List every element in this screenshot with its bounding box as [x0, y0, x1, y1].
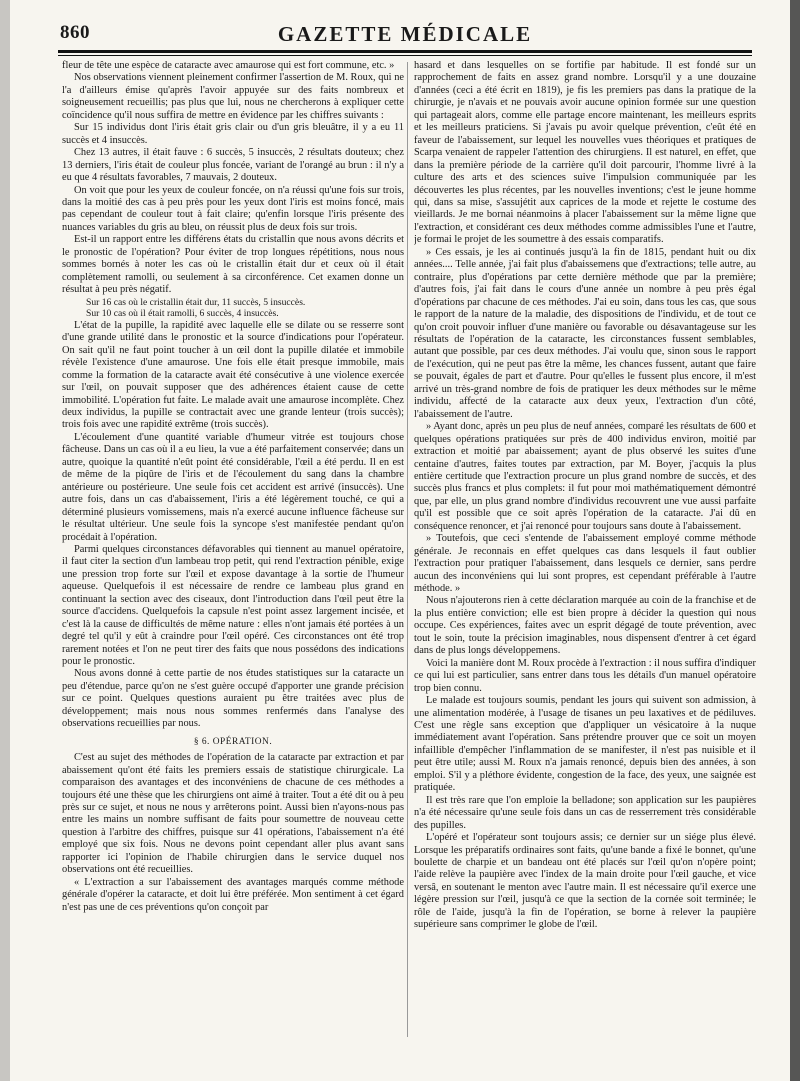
- paragraph: Il est très rare que l'on emploie la belladone; son application sur les paupières n'a été nécessaire qu'une seule fois dans un cas de resserrement très considérable des pupilles.: [414, 794, 756, 831]
- paragraph: C'est au sujet des méthodes de l'opération de la cataracte par extraction et par abaissement qu'ont été faits les premiers essais de statistique chirurgicale. La comparaison des avantages et des inconvéniens de chacune de ces méthodes a toujours été une thèse que les chirurgiens ont aimé à traiter. Tout a été dit ou à peu près sur ce sujet, et nous ne nous y arrêterons point. Aussi bien n'ayons-nous pas entre les mains un nombre suffisant de faits pour soumettre de nouveau cette question à l'arbitre des chiffres, puisque sur 41 opérations, l'abaissement n'a été employé que six fois. Nous ne devons point cependant aller plus avant sans rapporter ici l'opinion de l'habile chirurgien dans le service duquel nos observations ont été recueillies.: [62, 752, 404, 876]
- page-number: 860: [60, 22, 90, 43]
- paragraph: Nous avons donné à cette partie de nos études statistiques sur la cataracte un peu d'étendue, parce qu'on ne s'est guère occupé d'apporter une grande précision sur ce point. Quelques questions auraient pu être traitées avec plus de développement; mais nous nous sommes renfermés dans l'analyse des observations recueillies par nous.: [62, 668, 404, 730]
- paragraph: Sur 16 cas où le cristallin était dur, 11 succès, 5 insuccès.: [86, 296, 306, 308]
- header-rule-thin: [58, 55, 752, 56]
- paragraph: Est-il un rapport entre les différens états du cristallin que nous avons décrits et le pronostic de l'opération? Pour éviter de trop longues répétitions, nous nous sommes bornés à noter les cas où le cristallin était dur et ceux où il était complètement ramolli, ou seulement à sa circonférence. Cet examen donne un résultat à peu près négatif.: [62, 234, 404, 296]
- paragraph: Le malade est toujours soumis, pendant les jours qui suivent son admission, à une alimentation modérée, à l'usage de tisanes un peu laxatives et de pédiluves. C'est une règle sans exception que d'appliquer un vésicatoire à la nuque immédiatement avant l'opération. Sans prétendre prouver que ce soit un moyen infaillible d'empêcher l'inflammation de se manifester, il n'est pas nuisible et il peut être utile; aussi M. Roux n'a jamais renoncé, depuis bien des années, à son emploi. S'il y a pléthore évidente, congestion de la face, des yeux, une saignée est pratiquée.: [414, 695, 756, 794]
- column-divider: [407, 62, 408, 1037]
- section-heading: § 6. OPÉRATION.: [193, 736, 273, 747]
- paragraph: » Ces essais, je les ai continués jusqu'à la fin de 1815, pendant huit ou dix années.... Telle année, j'ai fait plus d'abaissemens que d'extractions; telle autre, au contraire, plus d'opérations par cette dernière méthode que par la première; d'autres fois, j'ai fait dans le cours d'une année un nombre à peu près égal d'opérations par chacune de ces méthodes. J'ai eu soin, dans tous les cas, que sous le rapport de la nature de la maladie, des dispositions de l'individu, et de tout ce qu'on croit pouvoir influer d'une manière ou favorable ou désavantageuse sur les résultats de l'opération de la cataracte, les circonstances fussent semblables, autant que possible, par ces deux méthodes. J'ai voulu que, sinon sous le rapport de l'exécution, qui ne peut pas être la même, les chances fussent, autant que faire se pouvait, égales de part et d'autre. Pour qu'elles le fussent plus encore, il m'est arrivé un très-grand nombre de fois de pratiquer les deux méthodes sur le même individu, affecté de la cataracte aux deux yeux, l'extraction d'un côté, l'abaissement de l'autre.: [414, 246, 756, 420]
- right-column: [414, 60, 756, 1040]
- paragraph: Nos observations viennent pleinement confirmer l'assertion de M. Roux, qui ne l'a d'ailleurs émise qu'après l'avoir appuyée sur des faits nombreux et soigneusement recueillis; pas plus que lui, nous ne chercherons à expliquer cette coïncidence qu'il nous suffira de mettre en évidence par les chiffres suivants :: [62, 72, 404, 121]
- paragraph: L'opéré et l'opérateur sont toujours assis; ce dernier sur un siége plus élevé. Lorsque les préparatifs ordinaires sont faits, qu'une bande a fixé le bonnet, qu'une boulette de charpie et un bandeau ont été placés sur l'œil qu'on n'opère point; l'aide relève la paupière avec l'index de la main droite pour l'œil gauche, et vice versâ, en soutenant le menton avec l'autre main. Il est nécessaire qu'il exerce une légère pression sur l'œil, jusqu'à ce que la section de la cornée soit terminée; le rôle de l'aide, jusqu'à la fin de l'opération, se borne à relever la paupière supérieure sans comprimer le globe de l'œil.: [414, 832, 756, 931]
- scan-edge-right: [790, 0, 800, 1081]
- journal-title: GAZETTE MÉDICALE: [277, 22, 533, 46]
- scan-edge-left: [0, 0, 10, 1081]
- paragraph: Chez 13 autres, il était fauve : 6 succès, 5 insuccès, 2 résultats douteux; chez 13 derniers, l'iris était de couleur plus foncée, variant de l'orangé au brun : il n'y a eu que 4 résultats favorables, 7 mauvais, 2 douteux.: [62, 147, 404, 184]
- paragraph: Sur 15 individus dont l'iris était gris clair ou d'un gris bleuâtre, il y a eu 11 succès et 4 insuccès.: [62, 122, 404, 146]
- paragraph: Parmi quelques circonstances défavorables qui tiennent au manuel opératoire, il faut citer la section d'un lambeau trop petit, qui rend l'extraction pénible, exige une pression trop forte sur l'œil et expose davantage à la sortie de l'humeur aqueuse. Quelquefois il est nécessaire de rendre ce lambeau plus grand en continuant la section avec des ciseaux, dont l'introduction dans l'œil peut être la source d'accidens. Quelquefois la capsule n'est point assez largement incisée, et c'est là la cause de difficultés de même nature : elles n'ont jamais été portées à un degré tel qu'il y eût à craindre pour l'œil opéré. Ces circonstances ont été trop rarement notées et l'on ne peut tirer des faits que nous possédons des indications pour le pronostic.: [62, 543, 404, 668]
- paragraph: Sur 10 cas où il était ramolli, 6 succès, 4 insuccès.: [86, 308, 279, 320]
- left-column: [62, 60, 404, 1040]
- header-rule-thick: [58, 50, 752, 53]
- paragraph: hasard et dans lesquelles on se fortifie par habitude. Il est fondé sur un rapprochement de faits en assez grand nombre. Lorsqu'il y a une douzaine d'années (ceci a été écrit en 1819), je fis les premiers pas dans la pratique de la chirurgie, je n'avais et ne pouvais avoir aucune opinion formée sur une question qui partageait alors, comme elle partage encore maintenant, les meilleurs esprits et les meilleurs praticiens. Si j'avais pu avoir quelque prévention, c'eût été en faveur de l'abaissement, sur lequel les nouvelles vues théoriques et pratiques de Scarpa venaient de rappeler l'attention des chirurgiens. Il est naturel, en effet, que dans la première période de la carrière qu'il doit parcourir, l'homme livré à la culture des arts et des sciences suive l'impulsion communiquée par les découvertes les plus récentes, par les nouvelles inventions; c'est le jeune homme qui, dans sa mise, s'assujétit aux caprices de la mode et rejette le costume des vieillards. Je me bornai néanmoins à placer l'abaissement sur la même ligne que l'extraction, et considérant ces deux méthodes comme admissibles l'une et l'autre, je formai le projet de les soumettre à des essais comparatifs.: [414, 60, 756, 246]
- page-header: [60, 22, 750, 52]
- paragraph: fleur de tête une espèce de cataracte avec amaurose qui est fort commune, etc. »: [62, 60, 395, 71]
- paragraph: « L'extraction a sur l'abaissement des avantages marqués comme méthode générale d'opérer la cataracte, et doit lui être préférée. Mon sentiment à cet égard n'est pas une de ces préventions qu'on conçoit par: [62, 876, 404, 913]
- paragraph: » Toutefois, que ceci s'entende de l'abaissement employé comme méthode générale. Je reconnais en effet quelques cas dans lesquels il faut oublier l'extraction pour pratiquer l'abaissement, dans lesquels ce dernier, sans perdre aucun des inconvéniens qui lui sont propres, est cependant préférable à l'autre méthode. »: [414, 533, 756, 595]
- paragraph: L'écoulement d'une quantité variable d'humeur vitrée est toujours chose fâcheuse. Dans un cas où il a eu lieu, la vue a été parfaitement conservée; dans un autre, quoique la quantité n'eût point été considérable, l'œil a été perdu. Il en est de même de la piqûre de l'iris et de l'écoulement du sang dans la chambre antérieure ou postérieure. Une seule fois cet accident est arrivé (insuccès). Une autre fois, dans un cas d'abaissement, l'iris a été légèrement touché, ce qui a déterminé plusieurs vomissemens, mais n'a exercé aucune influence fâcheuse sur le résultat ultérieur. Une seule fois la syncope s'est manifestée pendant qu'on procédait à l'opération.: [62, 431, 404, 543]
- paragraph: » Ayant donc, après un peu plus de neuf années, comparé les résultats de 600 et quelques opérations pratiquées sur près de 400 individus environ, moitié par extraction et moitié par abaissement; ayant de plus observé les suites d'une centaine d'autres, faites toutes par extraction, par M. Boyer, j'acquis la plus entière certitude que l'extraction procure un plus grand nombre de succès, et des succès plus francs et plus complets: il fut pour moi mathématiquement démontré que, par elle, un plus grand nombre d'individus recouvrent une vue aussi parfaite qu'il est possible que ce soit après l'opération de la cataracte. J'ai dû en conséquence renoncer, et j'ai renoncé pour toujours sans doute à l'abaissement.: [414, 421, 756, 532]
- paragraph: Voici la manière dont M. Roux procède à l'extraction : il nous suffira d'indiquer ce qui lui est particulier, sans entrer dans tous les détails d'un manuel opératoire trop bien connu.: [414, 657, 756, 694]
- paragraph: L'état de la pupille, la rapidité avec laquelle elle se dilate ou se resserre sont d'une grande utilité dans le pronostic et la source d'indications pour l'opérateur. On sait qu'il ne faut point toucher à un œil dont la pupille dilatée et immobile révèle l'existence d'une amaurose. Une fois elle était presque immobile, mais comme la formation de la cataracte avait été consécutive à une violence exercée sur l'œil, on pouvait supposer que des adhérences étaient cause de cette immobilité. L'opération fut faite. Le malade avait une amaurose incomplète. Chez deux individus, la pupille se contractait avec une grande lenteur (trois succès); trois fois avec une rapidité extrême (trois succès).: [62, 319, 404, 431]
- paragraph: On voit que pour les yeux de couleur foncée, on n'a réussi qu'une fois sur trois, dans la moitié des cas à peu près pour les yeux dont l'iris est moins foncé, mais pas cependant de couleur tout à fait claire; qu'enfin lorsque l'iris présente des nuances variables du gris au bleu, on réussit plus de deux fois sur trois.: [62, 184, 404, 233]
- paragraph: Nous n'ajouterons rien à cette déclaration marquée au coin de la franchise et de la plus entière conviction; elle est bien propre à décider la question qui nous occupe. Ces expériences, faites avec un esprit dégagé de toute prévention, avec tout le soin, toute la précision imaginables, nous dispensent d'entrer à cet égard dans de plus longs développemens.: [414, 595, 756, 657]
